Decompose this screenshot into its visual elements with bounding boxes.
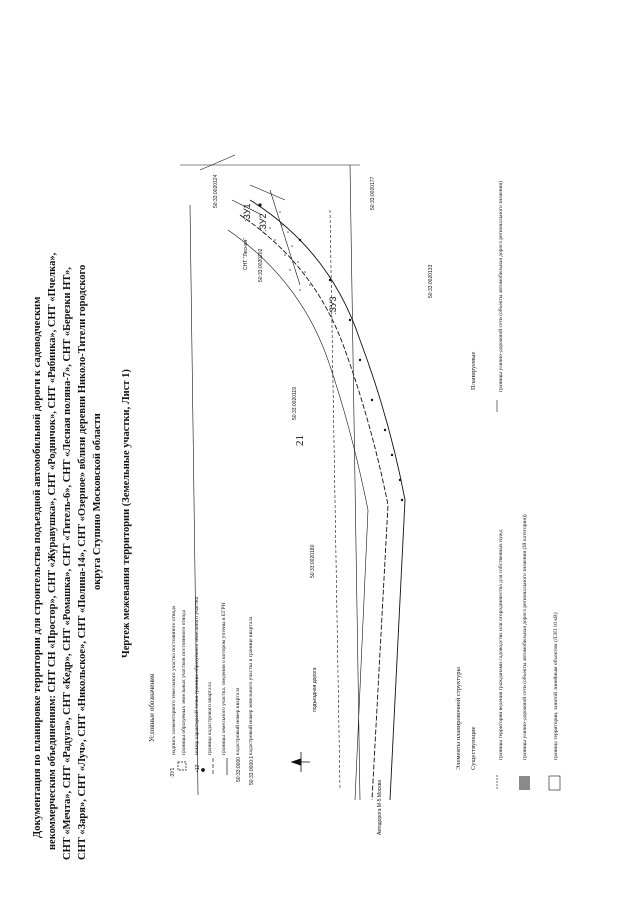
parcel-label-3: :ЗУ3 — [328, 296, 338, 315]
parcel-label-1: :ЗУ1 — [242, 203, 252, 222]
legend-sym-7: 50:33:0000:1 — [249, 755, 255, 785]
planned-heading: Планируемые — [470, 351, 477, 390]
legend-item-5: границы земельного участка, сведения о котором учтены в ЕГРН — [221, 602, 227, 755]
map-lines — [180, 155, 405, 800]
cadastral-4: 50:33:0020119 — [292, 387, 298, 420]
legend-item-4: граница кадастрового квартала — [207, 682, 213, 755]
existing-item-2: границы улично-дорожной сети (объекты автомобильная дорога регионального значения (III категория)) — [522, 514, 528, 760]
title-line-5: округа Ступино Московской области — [92, 413, 103, 590]
planned-item-1: границы улично-дорожной сети (объекты автомобильная дорога регионального значения) — [498, 181, 504, 392]
page-number: 21 — [294, 435, 306, 446]
title-line-4: СНТ «Заря», СНТ «Луч», СНТ «Никольское», СНТ «Полина-14», СНТ «Озерное» вблизи деревни Николо-Тители городского — [77, 264, 88, 860]
existing-item-3: граница территории, занятой линейным объектом (ЛЭП 10 кВ) — [553, 612, 559, 760]
drawing-title: Чертеж межевания территории (Земельные участки, Лист 1) — [121, 369, 132, 658]
legend-sym-3: •12 — [195, 764, 201, 772]
legend-item-3: номер характерной точки границы образуемого земельного участка — [194, 596, 200, 755]
cadastral-2: 50:33:0020124 — [213, 174, 219, 208]
title-line-3: СНТ «Мечта», СНТ «Радуга», СНТ «Кедр», СНТ «Ромашка», СНТ «Титель-6», СНТ «Лесная поляна-7», СНТ «Березки НТ», — [62, 267, 73, 860]
road-name-2: Автодорога М-5 Москва — [377, 780, 383, 835]
cadastral-3: 50:33:0020177 — [370, 176, 376, 210]
title-line-2: некоммерческим объединениям: СНТ СН «Простор», СНТ «Журавушка», СНТ «Родничок», СНТ «Рябинка», СНТ «Пчелка», — [47, 252, 58, 850]
title-line-1: Документация по планировке территории для строительства подъездной автомобильной дороги к садоводческим — [32, 296, 43, 838]
planning-heading: Элементы планировочной структуры — [455, 667, 462, 770]
legend-sym-1: :ЗУ1 — [170, 767, 176, 778]
stipple-area — [269, 211, 311, 291]
north-arrow-icon — [292, 752, 310, 772]
legend-item-1: надпись элементарного земельного участка постоянного отвода — [171, 605, 177, 755]
parcel-label-2: :ЗУ2 — [258, 213, 268, 232]
road-name: подъездная дорога — [312, 667, 318, 712]
snt-name: СНТ "Лесная" — [243, 237, 249, 270]
cadastral-5: 50:33:0020133 — [428, 264, 434, 298]
legend-item-2: границы образуемых земельных участков постоянного отвода — [181, 609, 187, 755]
legend-fill-outline — [549, 776, 560, 790]
legend-symbols — [178, 758, 227, 775]
legend-fill-gray — [519, 776, 530, 790]
existing-item-1: границы территории ведения гражданами садоводства или огородничества для собственных нужд — [498, 529, 504, 760]
legend-heading: Условные обозначения — [148, 673, 156, 742]
existing-heading: Существующие — [470, 726, 477, 770]
cadastral-1: 50:33:0020202 — [258, 248, 264, 282]
point-markers — [258, 203, 403, 501]
legend-item-7: кадастровый номер земельного участка в границе квартала — [248, 616, 254, 755]
legend-item-6: кадастровый номер квартала — [235, 687, 241, 755]
cadastral-6: 50:33:0020180 — [310, 544, 316, 578]
legend-sym-6: 50:33:0000 — [236, 756, 242, 782]
